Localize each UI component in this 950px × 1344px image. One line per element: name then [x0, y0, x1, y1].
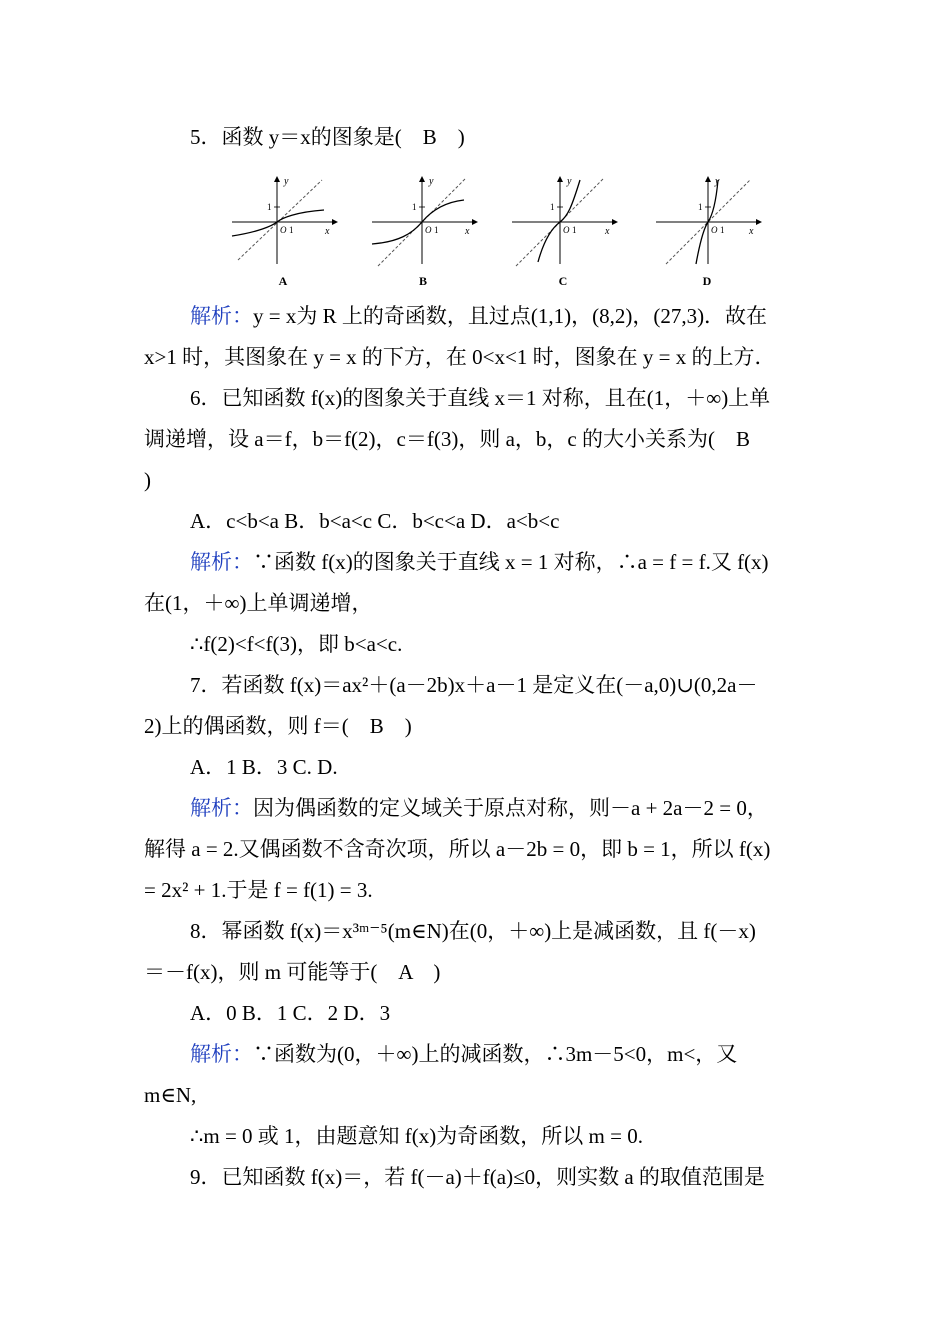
q5-solution-line2: x>1 时，其图象在 y = x 的下方，在 0<x<1 时，图象在 y = x 的上方． [144, 345, 776, 369]
graph-d [652, 176, 762, 288]
solution-text: ∵函数为(0，＋∞)上的减函数，∴3m－5<0，m<，又 [253, 1042, 738, 1066]
svg-text:x: x [325, 226, 330, 237]
q5-solution-line1 [190, 302, 767, 330]
figure-b [368, 176, 478, 288]
solution-text: ∵函数 f(x)的图象关于直线 x = 1 对称，∴a = f = f.又 f(x) [253, 550, 769, 574]
svg-text:x: x [465, 226, 470, 237]
svg-text:y: y [429, 176, 434, 187]
solution-label: 解析： [190, 550, 253, 574]
q7-solution-line3: = 2x² + 1.于是 f = f(1) = 3. [144, 878, 373, 902]
q5-stem: 5．函数 y＝x的图象是( B ) [190, 125, 465, 149]
svg-text:O: O [563, 225, 570, 235]
solution-text: 因为偶函数的定义域关于原点对称，则－a + 2a－2 = 0， [253, 796, 768, 820]
svg-text:1: 1 [412, 202, 417, 212]
q7-solution-line1 [190, 794, 768, 822]
q5-figures [228, 176, 768, 288]
q6-solution-line1 [190, 548, 769, 576]
figure-b-label: B [418, 274, 427, 288]
solution-label: 解析： [190, 304, 253, 328]
svg-text:1: 1 [550, 202, 555, 212]
svg-text:1: 1 [720, 225, 725, 235]
figure-c-label: C [558, 274, 568, 288]
svg-text:y: y [567, 176, 572, 187]
figure-d [652, 176, 762, 288]
q6-solution-line2: 在(1，＋∞)上单调递增， [144, 591, 373, 615]
svg-text:1: 1 [698, 202, 703, 212]
graph-c [508, 176, 618, 288]
svg-text:O: O [280, 225, 287, 235]
svg-text:O: O [711, 225, 718, 235]
q7-stem-line1: 7．若函数 f(x)＝ax²＋(a－2b)x＋a－1 是定义在(－a,0)∪(0,2a－ [190, 673, 758, 697]
svg-text:1: 1 [434, 225, 439, 235]
svg-text:x: x [749, 226, 754, 237]
q8-solution-line2: m∈N, [144, 1083, 197, 1107]
q8-options: A．0 B．1 C．2 D．3 [190, 1001, 391, 1025]
q6-stem-line2: 调递增，设 a＝f，b＝f(2)，c＝f(3)，则 a，b，c 的大小关系为( B [144, 427, 750, 451]
solution-label: 解析： [190, 796, 253, 820]
graph-a [228, 176, 338, 288]
svg-text:x: x [605, 226, 610, 237]
q7-stem-line2: 2)上的偶函数，则 f＝( B ) [144, 714, 412, 738]
svg-text:y: y [284, 176, 289, 187]
q8-stem-line1: 8．幂函数 f(x)＝x³ᵐ⁻⁵(m∈N)在(0，＋∞)上是减函数，且 f(－x) [190, 919, 756, 943]
svg-text:y: y [715, 176, 720, 187]
q8-stem-line2: ＝－f(x)，则 m 可能等于( A ) [144, 960, 441, 984]
q6-solution-line3: ∴f(2)<f<f(3)，即 b<a<c. [190, 632, 403, 656]
graph-b [368, 176, 478, 288]
solution-text: y = x为 R 上的奇函数，且过点(1,1)，(8,2)，(27,3)．故在 [253, 304, 768, 328]
q7-solution-line2: 解得 a = 2.又偶函数不含奇次项，所以 a－2b = 0，即 b = 1，所以 f(x) [144, 837, 771, 861]
solution-label: 解析： [190, 1042, 253, 1066]
svg-text:1: 1 [572, 225, 577, 235]
svg-text:1: 1 [267, 202, 272, 212]
svg-text:1: 1 [289, 225, 294, 235]
figure-a-label: A [278, 274, 288, 288]
q7-options: A．1 B．3 C. D. [190, 755, 338, 779]
svg-text:O: O [425, 225, 432, 235]
q6-stem-line3: ) [144, 468, 151, 492]
q6-options: A．c<b<a B．b<a<c C．b<c<a D．a<b<c [190, 509, 560, 533]
q6-stem-line1: 6．已知函数 f(x)的图象关于直线 x＝1 对称，且在(1，＋∞)上单 [190, 386, 771, 410]
q9-stem-line1: 9．已知函数 f(x)＝，若 f(－a)＋f(a)≤0，则实数 a 的取值范围是 [190, 1165, 765, 1189]
figure-a [228, 176, 338, 288]
figure-c [508, 176, 618, 288]
figure-d-label: D [702, 274, 712, 288]
q8-solution-line3: ∴m = 0 或 1，由题意知 f(x)为奇函数，所以 m = 0. [190, 1124, 643, 1148]
q8-solution-line1 [190, 1040, 737, 1068]
